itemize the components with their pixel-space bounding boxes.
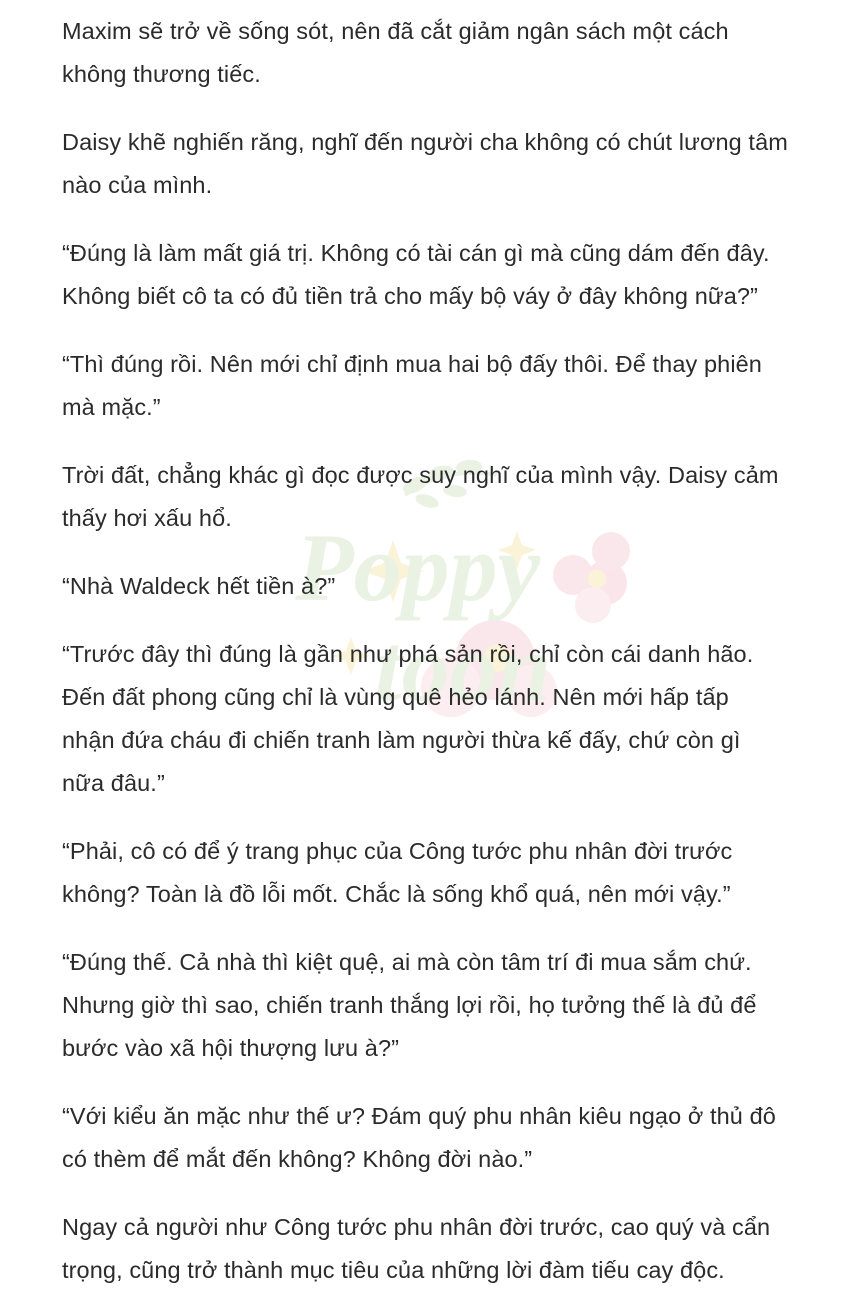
paragraph: Ngay cả người như Công tước phu nhân đời trước, cao quý và cẩn trọng, cũng trở thành mục tiêu của những lời đàm tiếu cay độc. [62, 1214, 771, 1283]
paragraph: “Đúng thế. Cả nhà thì kiệt quệ, ai mà còn tâm trí đi mua sắm chứ. Nhưng giờ thì sao, chiến tranh thắng lợi rồi, họ tưởng thế là đủ để bước vào xã hội thượng lưu à?” [62, 949, 757, 1061]
paragraph: “Với kiểu ăn mặc như thế ư? Đám quý phu nhân kiêu ngạo ở thủ đô có thèm để mắt đến không? Không đời nào.” [62, 1103, 776, 1172]
paragraph: “Thì đúng rồi. Nên mới chỉ định mua hai bộ đấy thôi. Để thay phiên mà mặc.” [62, 351, 762, 420]
paragraph: “Đúng là làm mất giá trị. Không có tài cán gì mà cũng dám đến đây. Không biết cô ta có đủ tiền trả cho mấy bộ váy ở đây không nữa?” [62, 240, 770, 309]
paragraph: “Trước đây thì đúng là gần như phá sản rồi, chỉ còn cái danh hão. Đến đất phong cũng chỉ là vùng quê hẻo lánh. Nên mới hấp tấp nhận đứa cháu đi chiến tranh làm người thừa kế đấy, chứ còn gì nữa đâu.” [62, 641, 754, 796]
paragraph: “Phải, cô có để ý trang phục của Công tước phu nhân đời trước không? Toàn là đồ lỗi mốt. Chắc là sống khổ quá, nên mới vậy.” [62, 838, 733, 907]
paragraph: “Nhà Waldeck hết tiền à?” [62, 573, 336, 599]
top-spacer [62, 0, 788, 10]
paragraph: Maxim sẽ trở về sống sót, nên đã cắt giảm ngân sách một cách không thương tiếc. [62, 18, 729, 87]
paragraph: Daisy khẽ nghiến răng, nghĩ đến người cha không có chút lương tâm nào của mình. [62, 129, 788, 198]
paragraph: Trời đất, chẳng khác gì đọc được suy nghĩ của mình vậy. Daisy cảm thấy hơi xấu hổ. [62, 462, 779, 531]
watermark-text-line1: Poppy [295, 514, 541, 621]
watermark-text-line2: toon [375, 614, 552, 721]
